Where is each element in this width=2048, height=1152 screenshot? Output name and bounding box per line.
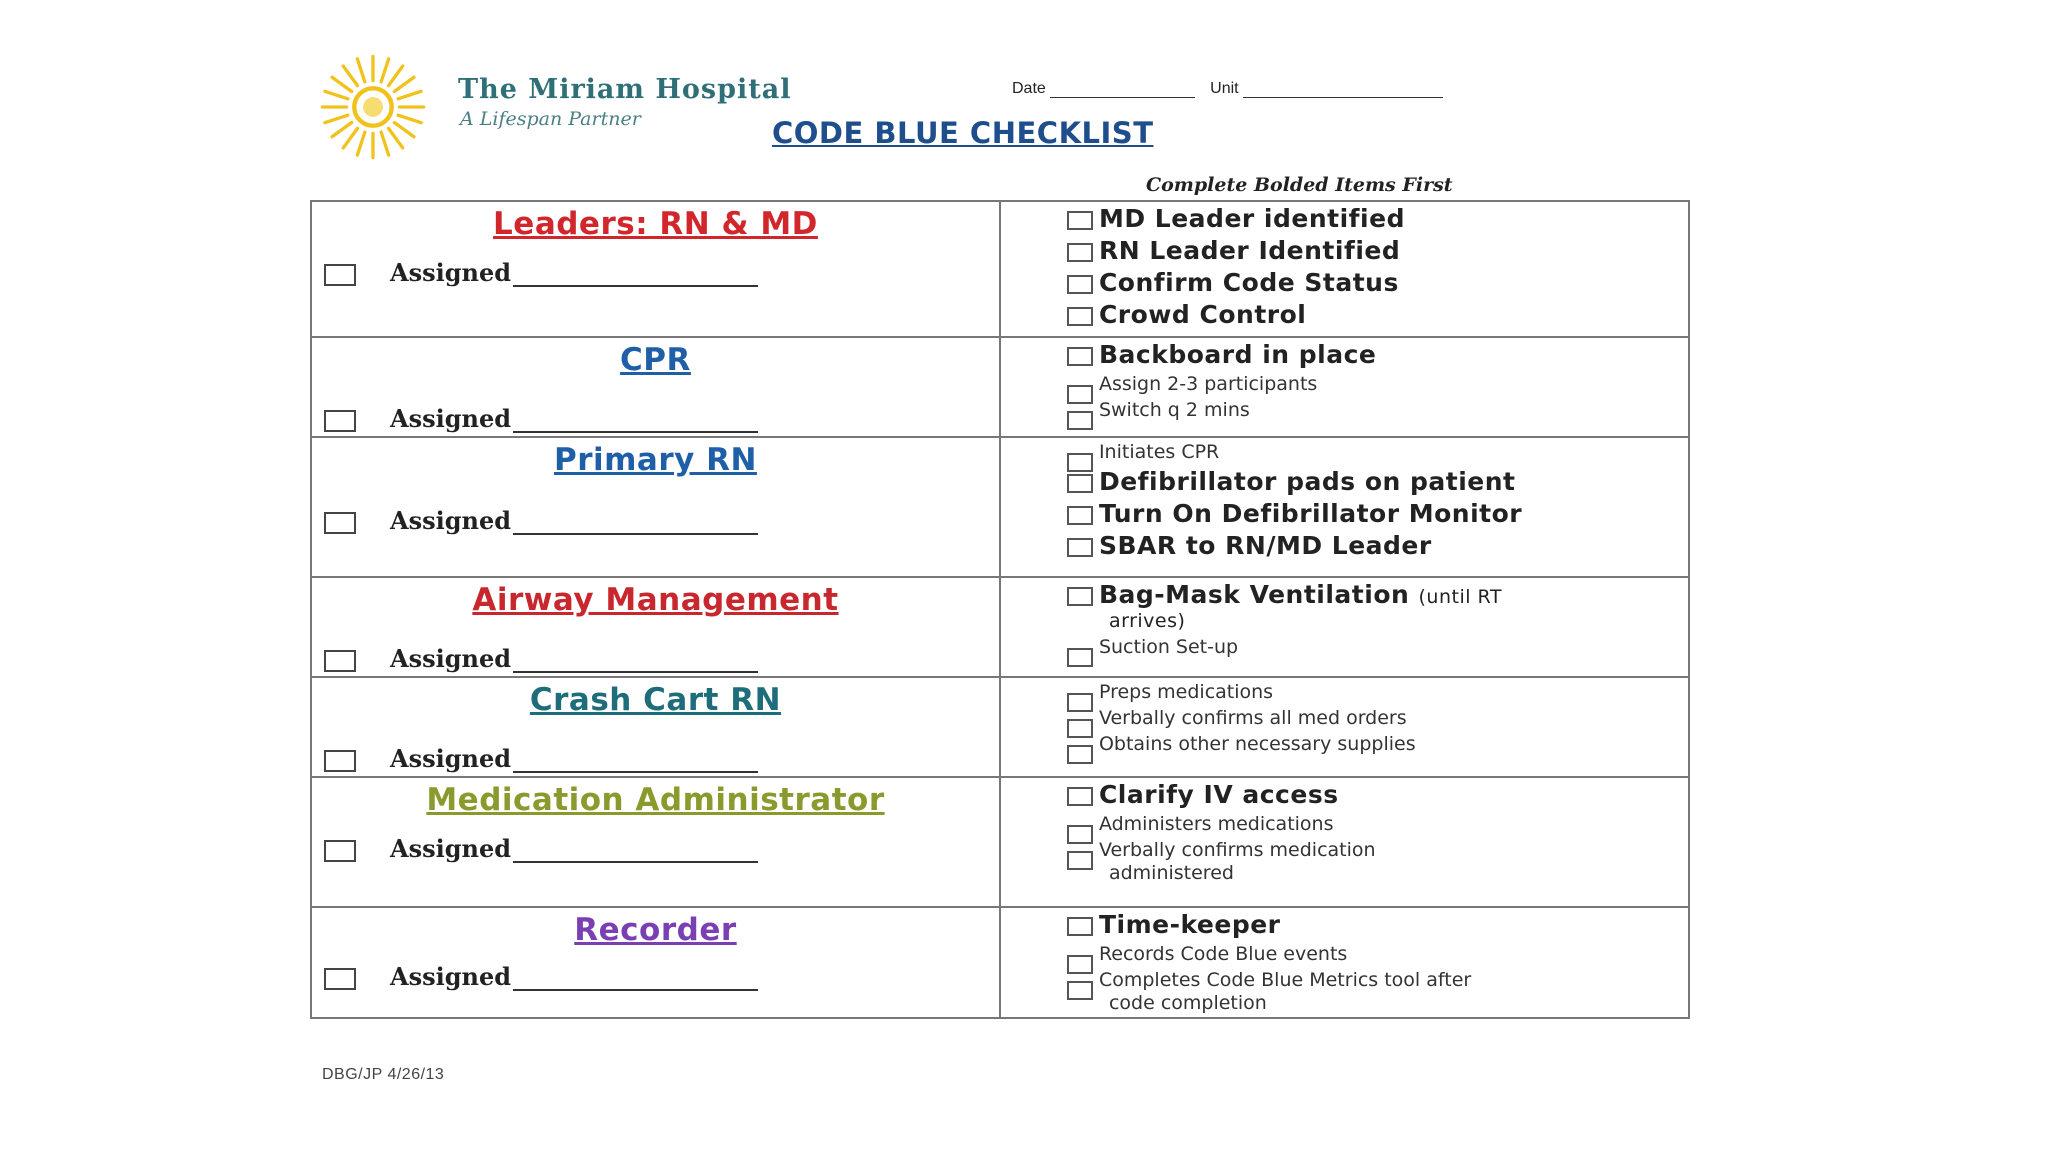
sun-ray [389,66,403,86]
task-checkbox[interactable] [1067,506,1093,525]
task-text: Clarify IV access [1098,780,1339,809]
task-item [1001,707,1688,730]
role-title: Airway Management [472,582,839,618]
task-text: Verbally confirms all med orders [1098,706,1407,729]
assigned-blank[interactable] [513,969,758,991]
sun-ray [332,123,352,137]
sun-ray [381,132,388,155]
unit-blank[interactable] [1243,83,1443,98]
sun-ray [357,132,364,155]
sun-ray [389,128,403,148]
hospital-name: The Miriam Hospital [458,74,792,105]
assigned-blank[interactable] [513,411,758,433]
role-row [311,201,1689,337]
task-item [1001,681,1688,704]
sun-ray [343,128,357,148]
task-item [1001,839,1688,885]
task-text: Suction Set-up [1098,635,1239,658]
task-text: Confirm Code Status [1098,268,1399,297]
tasks-cell [1000,437,1689,577]
assigned-checkbox[interactable] [324,750,356,772]
task-text: Obtains other necessary supplies [1098,732,1416,755]
task-text: MD Leader identified [1098,204,1405,233]
assigned-label: Assigned [390,744,512,773]
role-title: Crash Cart RN [529,682,782,718]
tasks-cell [1000,677,1689,777]
role-row [311,577,1689,677]
assigned-label: Assigned [390,644,512,673]
role-row [311,777,1689,907]
role-cell [311,437,1000,577]
task-checkbox[interactable] [1067,275,1093,294]
role-cell [311,337,1000,437]
task-item [1001,943,1688,966]
task-checkbox[interactable] [1067,648,1093,667]
task-checkbox[interactable] [1067,411,1093,430]
sun-ray [325,91,348,98]
task-item [1001,399,1688,422]
task-text: Time-keeper [1098,910,1281,939]
role-row [311,437,1689,577]
footer-code: DBG/JP 4/26/13 [322,1066,445,1083]
task-checkbox[interactable] [1067,587,1093,606]
task-text: RN Leader Identified [1098,236,1401,265]
task-continuation: arrives) [1108,610,1186,632]
role-row [311,907,1689,1018]
assigned-checkbox[interactable] [324,512,356,534]
assigned-blank[interactable] [513,841,758,863]
task-checkbox[interactable] [1067,243,1093,262]
assigned-label: Assigned [390,258,512,287]
sun-ray [394,77,414,91]
assigned-checkbox[interactable] [324,968,356,990]
sun-ray [343,66,357,86]
task-item [1001,636,1688,659]
checklist-table [310,200,1690,1019]
task-continuation: code completion [1108,991,1267,1014]
role-cell [311,201,1000,337]
task-checkbox[interactable] [1067,851,1093,870]
role-cell [311,577,1000,677]
role-title: Leaders: RN & MD [493,206,818,242]
assigned-checkbox[interactable] [324,650,356,672]
task-item [1001,499,1688,529]
task-checkbox[interactable] [1067,347,1093,366]
assigned-label: Assigned [390,506,512,535]
task-item [1001,733,1688,756]
assigned-checkbox[interactable] [324,264,356,286]
task-text: Records Code Blue events [1098,943,1348,965]
hospital-subtitle: A Lifespan Partner [460,108,641,130]
task-text: Initiates CPR [1098,441,1220,463]
assigned-field [324,744,758,773]
sun-ray [357,59,364,82]
assigned-field [324,404,758,433]
sun-ray [381,59,388,82]
role-title: CPR [620,342,691,378]
task-item [1001,373,1688,396]
task-item [1001,780,1688,810]
task-item [1001,204,1688,234]
task-item [1001,910,1688,940]
role-title: Medication Administrator [426,782,885,818]
assigned-blank[interactable] [513,265,758,287]
task-text: Preps medications [1098,681,1274,703]
task-text: Switch q 2 mins [1098,398,1250,421]
sun-ray [398,91,421,98]
sun-ray [398,115,421,122]
task-text: Backboard in place [1098,340,1377,369]
task-checkbox[interactable] [1067,211,1093,230]
task-item [1001,813,1688,836]
task-item [1001,300,1688,330]
assigned-field [324,506,758,535]
tasks-cell [1000,907,1689,1018]
task-checkbox[interactable] [1067,745,1093,764]
assigned-field [324,258,758,287]
task-item [1001,467,1688,497]
task-continuation: administered [1108,861,1234,884]
assigned-field [324,834,758,863]
role-title: Recorder [574,912,737,948]
assigned-checkbox[interactable] [324,840,356,862]
task-checkbox[interactable] [1067,981,1093,1000]
sun-logo-icon [318,52,428,162]
assigned-blank[interactable] [513,513,758,535]
task-suffix: (until RT [1418,586,1502,608]
assigned-field [324,644,758,673]
task-checkbox[interactable] [1067,787,1093,806]
task-text: Completes Code Blue Metrics tool after [1098,968,1472,991]
assigned-blank[interactable] [513,751,758,773]
task-text: SBAR to RN/MD Leader [1098,530,1432,560]
date-unit-fields [1012,80,1443,98]
task-text: Assign 2-3 participants [1098,373,1318,395]
role-row [311,677,1689,777]
task-item [1001,580,1688,633]
instruction-note: Complete Bolded Items First [1146,174,1453,196]
header [0,0,2048,200]
date-blank[interactable] [1050,83,1195,98]
tasks-cell [1000,337,1689,437]
task-item [1001,268,1688,298]
task-checkbox[interactable] [1067,474,1093,493]
assigned-checkbox[interactable] [324,410,356,432]
assigned-label: Assigned [390,404,512,433]
task-text: Administers medications [1098,813,1334,835]
tasks-cell [1000,201,1689,337]
unit-label: Unit [1210,80,1239,97]
task-text: Turn On Defibrillator Monitor [1098,498,1523,528]
task-checkbox[interactable] [1067,917,1093,936]
tasks-cell [1000,577,1689,677]
assigned-field [324,962,758,991]
sun-ray [394,123,414,137]
assigned-label: Assigned [390,834,512,863]
sun-ray [332,77,352,91]
role-row [311,337,1689,437]
assigned-label: Assigned [390,962,512,991]
task-text: Bag-Mask Ventilation [1098,580,1410,609]
task-item [1001,340,1688,370]
task-item [1001,969,1688,1015]
date-label: Date [1012,80,1046,97]
tasks-cell [1000,777,1689,907]
role-cell [311,677,1000,777]
task-item [1001,531,1688,561]
task-item [1001,441,1688,464]
role-cell [311,907,1000,1018]
task-item [1001,236,1688,266]
task-text: Crowd Control [1098,300,1307,329]
role-title: Primary RN [553,442,757,478]
assigned-blank[interactable] [513,651,758,673]
task-text: Verbally confirms medication [1098,838,1376,861]
checklist-title: CODE BLUE CHECKLIST [772,116,1154,150]
role-cell [311,777,1000,907]
task-text: Defibrillator pads on patient [1098,466,1516,496]
sun-ray [325,115,348,122]
task-checkbox[interactable] [1067,538,1093,557]
task-checkbox[interactable] [1067,307,1093,326]
